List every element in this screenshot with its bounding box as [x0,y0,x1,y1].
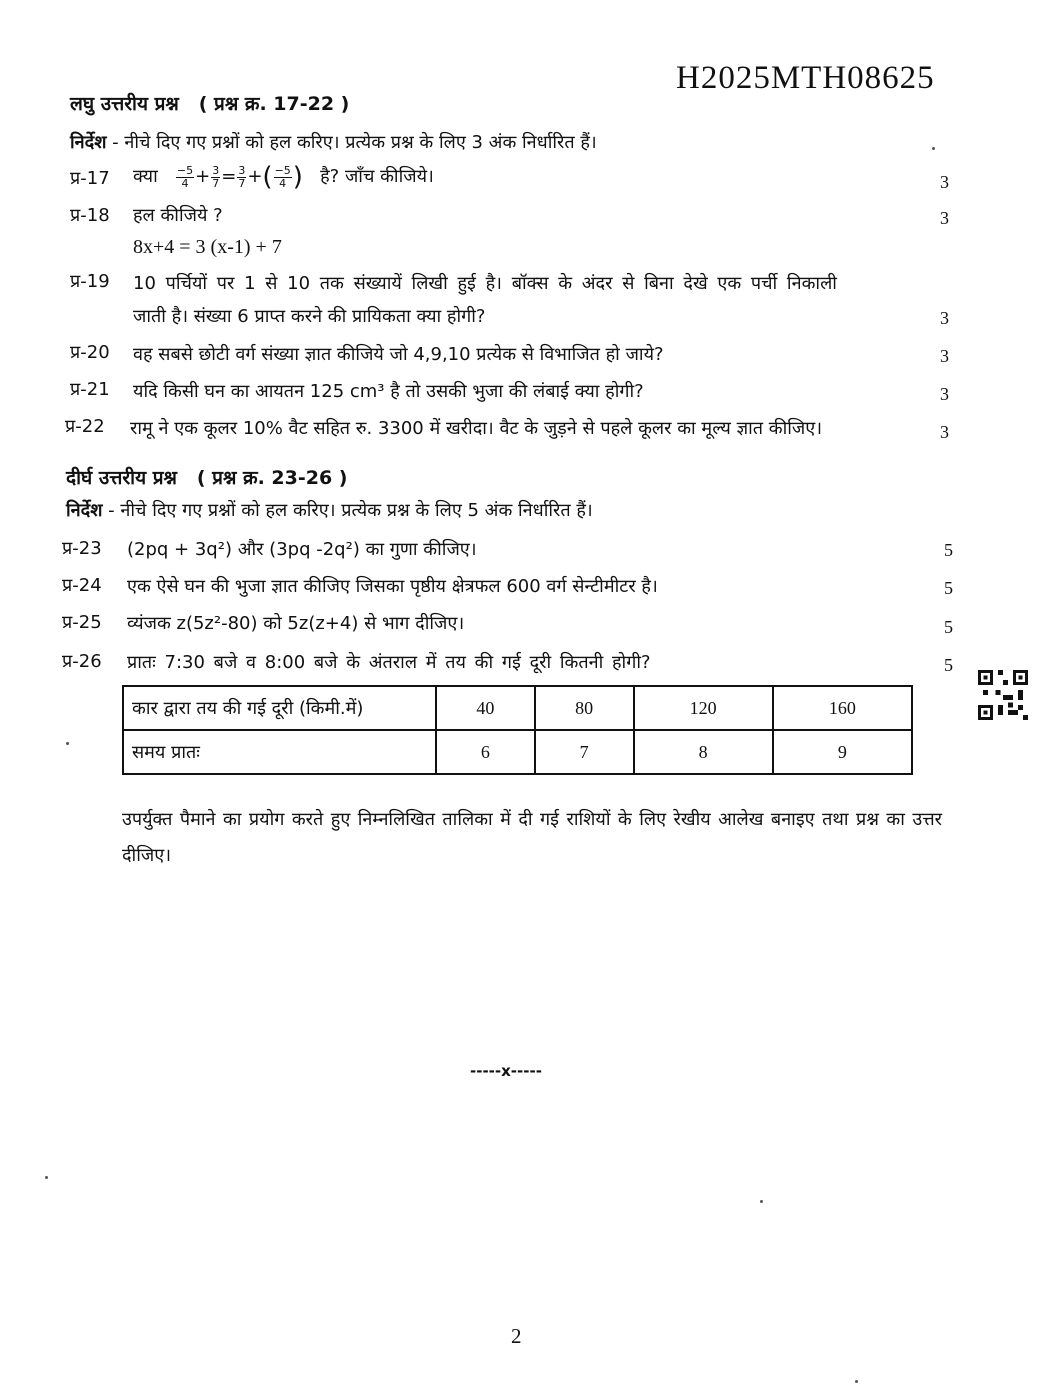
short-section-title: लघु उत्तरीय प्रश्न [70,93,179,115]
marks: 3 [940,172,949,192]
marks: 5 [944,655,953,675]
question-number: प्र-22 [65,416,105,437]
marks: 5 [944,617,953,637]
instruction-text: - नीचे दिए गए प्रश्नों को हल करिए। प्रत्येक प्रश्न के लिए 5 अंक निर्धारित हैं। [102,500,593,521]
long-section-heading [66,464,347,490]
question-number: प्र-17 [70,168,110,189]
page-number: 2 [511,1324,522,1348]
question-number: प्र-18 [70,205,110,226]
marks: 3 [940,308,949,328]
question-23-text: (2pq + 3q²) और (3pq -2q²) का गुणा कीजिए। [127,539,477,560]
question-number: प्र-20 [70,342,110,363]
row-label: समय प्रातः [123,730,436,774]
distance-time-table [122,685,913,775]
marks: 5 [944,540,953,560]
fraction: $\frac{-5}{4}$ [274,163,291,190]
scan-speck [932,147,935,150]
table-cell: 6 [436,730,535,774]
table-cell: 80 [535,686,634,730]
question-24-text: एक ऐसे घन की भुजा ज्ञात कीजिए जिसका पृष्ठीय क्षेत्रफल 600 वर्ग सेन्टीमीटर है। [127,576,658,597]
short-section-range: ( प्रश्न क्र. 17-22 ) [198,93,350,115]
row-label: कार द्वारा तय की गई दूरी (किमी.में) [123,686,436,730]
scan-speck [760,1200,763,1203]
question-26-text: प्रातः 7:30 बजे व 8:00 बजे के अंतराल में तय की गई दूरी कितनी होगी? [127,652,651,673]
scan-speck [45,1176,48,1179]
question-17: क्या $\frac{-5}{4}$ + $\frac{3}{7}$ = $\frac{3}{7}$ +( $\frac{-5}{4}$ ) है? जाँच कीजिये। [133,162,434,192]
fraction: $\frac{-5}{4}$ [176,163,194,190]
question-number: प्र-24 [62,575,102,596]
marks: 3 [940,346,949,366]
instruction-label: निर्देश [66,500,103,521]
table-cell: 7 [535,730,634,774]
question-18-text: हल कीजिये ? [133,205,223,226]
table-cell: 160 [773,686,912,730]
table-cell: 40 [436,686,535,730]
scan-speck [66,742,69,745]
fraction: $\frac{3}{7}$ [212,163,220,190]
table-row [123,686,912,730]
question-number: प्र-21 [70,379,110,400]
question-18-equation: 8x+4 = 3 (x-1) + 7 [133,236,282,258]
question-22-text: रामू ने एक कूलर 10% वैट सहित रु. 3300 में खरीदा। वैट के जुड़ने से पहले कूलर का मूल्य ज्ञात कीजिए। [130,418,823,439]
fraction: $\frac{3}{7}$ [238,163,246,190]
q17-text-b: है? जाँच कीजिये। [320,166,434,187]
qr-code-icon [978,670,1028,720]
long-section-range: ( प्रश्न क्र. 23-26 ) [196,467,348,489]
question-number: प्र-25 [62,612,102,633]
question-19-line1: 10 पर्चियों पर 1 से 10 तक संख्यायें लिखी हुई है। बॉक्स के अंदर से बिना देखे एक पर्ची निकाली [133,273,837,294]
scan-speck [855,1380,858,1383]
question-21-text: यदि किसी घन का आयतन 125 cm³ है तो उसकी भुजा की लंबाई क्या होगी? [133,381,644,402]
marks: 3 [940,384,949,404]
graph-instruction-paragraph: उपर्युक्त पैमाने का प्रयोग करते हुए निम्नलिखित तालिका में दी गई राशियों के लिए रेखीय आलेख बनाइए तथा प्रश्न का उत्तर दीजिए। [122,809,942,866]
paper-code: H2025MTH08625 [676,60,935,96]
question-number: प्र-19 [70,271,110,292]
question-19-line2: जाती है। संख्या 6 प्राप्त करने की प्रायिकता क्या होगी? [133,306,486,327]
table-row [123,730,912,774]
q17-text-a: क्या [133,166,158,187]
question-number: प्र-23 [62,538,102,559]
short-section-instruction [70,130,597,154]
long-section-title: दीर्घ उत्तरीय प्रश्न [66,467,177,489]
table-cell: 120 [634,686,773,730]
question-20-text: वह सबसे छोटी वर्ग संख्या ज्ञात कीजिये जो 4,9,10 प्रत्येक से विभाजित हो जाये? [133,344,664,365]
marks: 5 [944,578,953,598]
marks: 3 [940,208,949,228]
question-25-text: व्यंजक z(5z²-80) को 5z(z+4) से भाग दीजिए। [127,613,465,634]
instruction-text: - नीचे दिए गए प्रश्नों को हल करिए। प्रत्येक प्रश्न के लिए 3 अंक निर्धारित हैं। [106,132,597,153]
long-section-instruction [66,498,593,522]
question-number: प्र-26 [62,651,102,672]
marks: 3 [940,422,949,442]
table-cell: 9 [773,730,912,774]
table-cell: 8 [634,730,773,774]
short-section-heading [70,90,349,116]
end-marker: -----x----- [470,1062,542,1080]
instruction-label: निर्देश [70,132,107,153]
